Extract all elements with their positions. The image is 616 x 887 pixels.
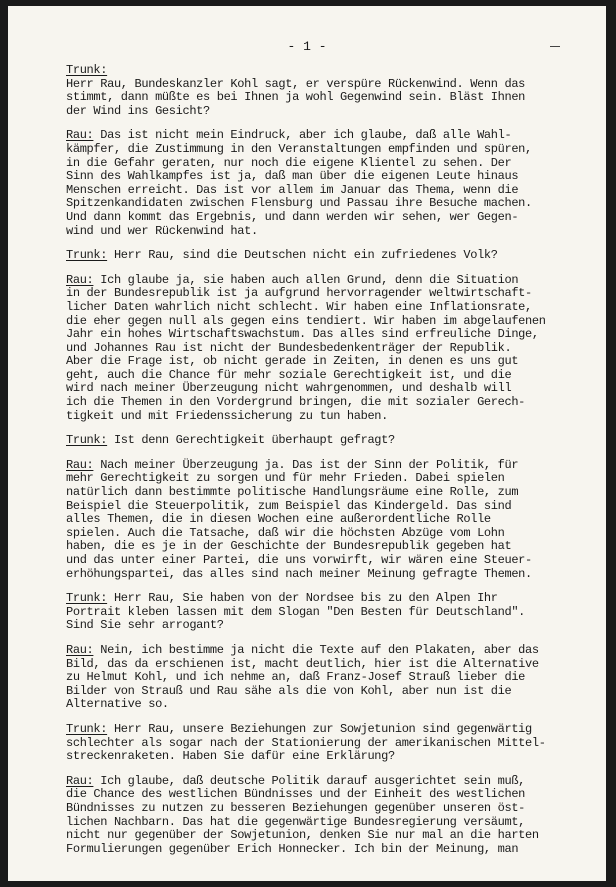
- paragraph-question-1: Trunk: Herr Rau, Bundeskanzler Kohl sagt, er verspüre Rückenwind. Wenn das stimmt, dann müßte es bei Ihnen ja wohl Gegenwind sein. Bläst Ihnen der Wind ins Gesicht?: [66, 63, 526, 118]
- speaker-label: Rau:: [66, 642, 94, 657]
- speaker-label: Rau:: [66, 272, 94, 287]
- paragraph-answer-4: Rau: Nein, ich bestimme ja nicht die Texte auf den Plakaten, aber das Bild, das da erschienen ist, macht deutlich, hier ist die Alternative zu Helmut Kohl, und ich nehme an, daß Franz-Josef Strauß lieber die Bilder von Strauß und Rau sähe als die von Kohl, aber nun ist die Alternative so.: [66, 642, 539, 712]
- speaker-label: Trunk:: [66, 433, 108, 448]
- speaker-label: Rau:: [66, 128, 94, 143]
- speaker-label: Trunk:: [66, 591, 108, 606]
- paragraph-question-3: Trunk: Ist denn Gerechtigkeit überhaupt gefragt?: [66, 433, 395, 448]
- paragraph-question-5: Trunk: Herr Rau, unsere Beziehungen zur Sowjetunion sind gegenwärtig schlechter als sogar nach der Stationierung der amerikanischen Mittel- streckenraketen. Haben Sie dafür eine Erklärung?: [66, 721, 546, 764]
- page-number: - 1 -: [287, 39, 327, 54]
- paragraph-question-4: Trunk: Herr Rau, Sie haben von der Nordsee bis zu den Alpen Ihr Portrait kleben lassen mit dem Slogan "Den Besten für Deutschland". Sind Sie sehr arrogant?: [66, 591, 526, 633]
- speaker-label: Trunk:: [66, 721, 108, 736]
- margin-mark: [550, 46, 560, 47]
- paragraph-answer-5: Rau: Ich glaube, daß deutsche Politik darauf ausgerichtet sein muß, die Chance des westlichen Bündnisses und der Einheit des westlichen Bündnisses zu nutzen zu besseren Beziehungen gegenüber unseren öst- lichen Nachbarn. Das hat die gegenwärtige Bundesregierung versäumt, nicht nur gegenüber der Sowjetunion, denken Sie nur mal an die harten Formulierungen gegenüber Erich Honnecker. Ich bin der Meinung, man: [66, 773, 539, 856]
- paragraph-question-2: Trunk: Herr Rau, sind die Deutschen nicht ein zufriedenes Volk?: [66, 248, 498, 263]
- speaker-label: Rau:: [66, 457, 94, 472]
- paragraph-answer-3: Rau: Nach meiner Überzeugung ja. Das ist der Sinn der Politik, für mehr Gerechtigkeit zu sorgen und für mehr Frieden. Dabei spielen natürlich dann bestimmte politische Handlungsräume eine Rolle, zum Beispiel die Steuerpolitik, zum Beispiel das Kindergeld. Das sind alles Themen, die in diesen Wochen eine außerordentliche Rolle spielen. Auch die Tatsache, daß wir die höchsten Abzüge vom Lohn haben, die es je in der Geschichte der Bundesrepublik gegeben hat und das unter einer Partei, die uns vorwirft, wir wären eine Steuer- erhöhungspartei, das alles sind nach meiner Meinung gefragte Themen.: [66, 457, 532, 581]
- paragraph-answer-2: Rau: Ich glaube ja, sie haben auch allen Grund, denn die Situation in der Bundesrepublik ist ja aufgrund hervorragender weltwirtschaft- licher Daten wahrlich nicht schlecht. Wir haben eine Inflationsrate, die eher gegen null als gegen eins tendiert. Wir haben im abgelaufenen Jahr ein hohes Wirtschaftswachstum. Das alles sind erfreuliche Dinge, und Johannes Rau ist nicht der Bundesbedenkenträger der Republik. Aber die Frage ist, ob nicht gerade in Zeiten, in denen es uns gut geht, auch die Chance für mehr soziale Gerechtigkeit ist, und die wird nach meiner Überzeugung nicht wahrgenommen, und deshalb will ich die Themen in den Vordergrund bringen, die mit sozialer Gerech- tigkeit und mit Friedenssicherung zu tun haben.: [66, 272, 546, 423]
- paragraph-answer-1: Rau: Das ist nicht mein Eindruck, aber ich glaube, daß alle Wahl- kämpfer, die Zustimmung in den Veranstaltungen empfinden und spüren, in die Gefahr geraten, nur noch die eigene Klientel zu sehen. Der Sinn des Wahlkampfes ist ja, daß man über die eigenen Leute hinaus Menschen erreicht. Das ist vor allem im Januar das Thema, wenn die Spitzenkandidaten zwischen Flensburg und Passau ihre Besuche machen. Und dann kommt das Ergebnis, und dann werden wir sehen, wer Gegen- wind und wer Rückenwind hat.: [66, 128, 532, 238]
- speaker-label: Trunk:: [66, 63, 108, 77]
- interview-transcript: [66, 64, 596, 867]
- document-page: [8, 6, 606, 881]
- speaker-label: Trunk:: [66, 248, 108, 263]
- speaker-label: Rau:: [66, 773, 94, 788]
